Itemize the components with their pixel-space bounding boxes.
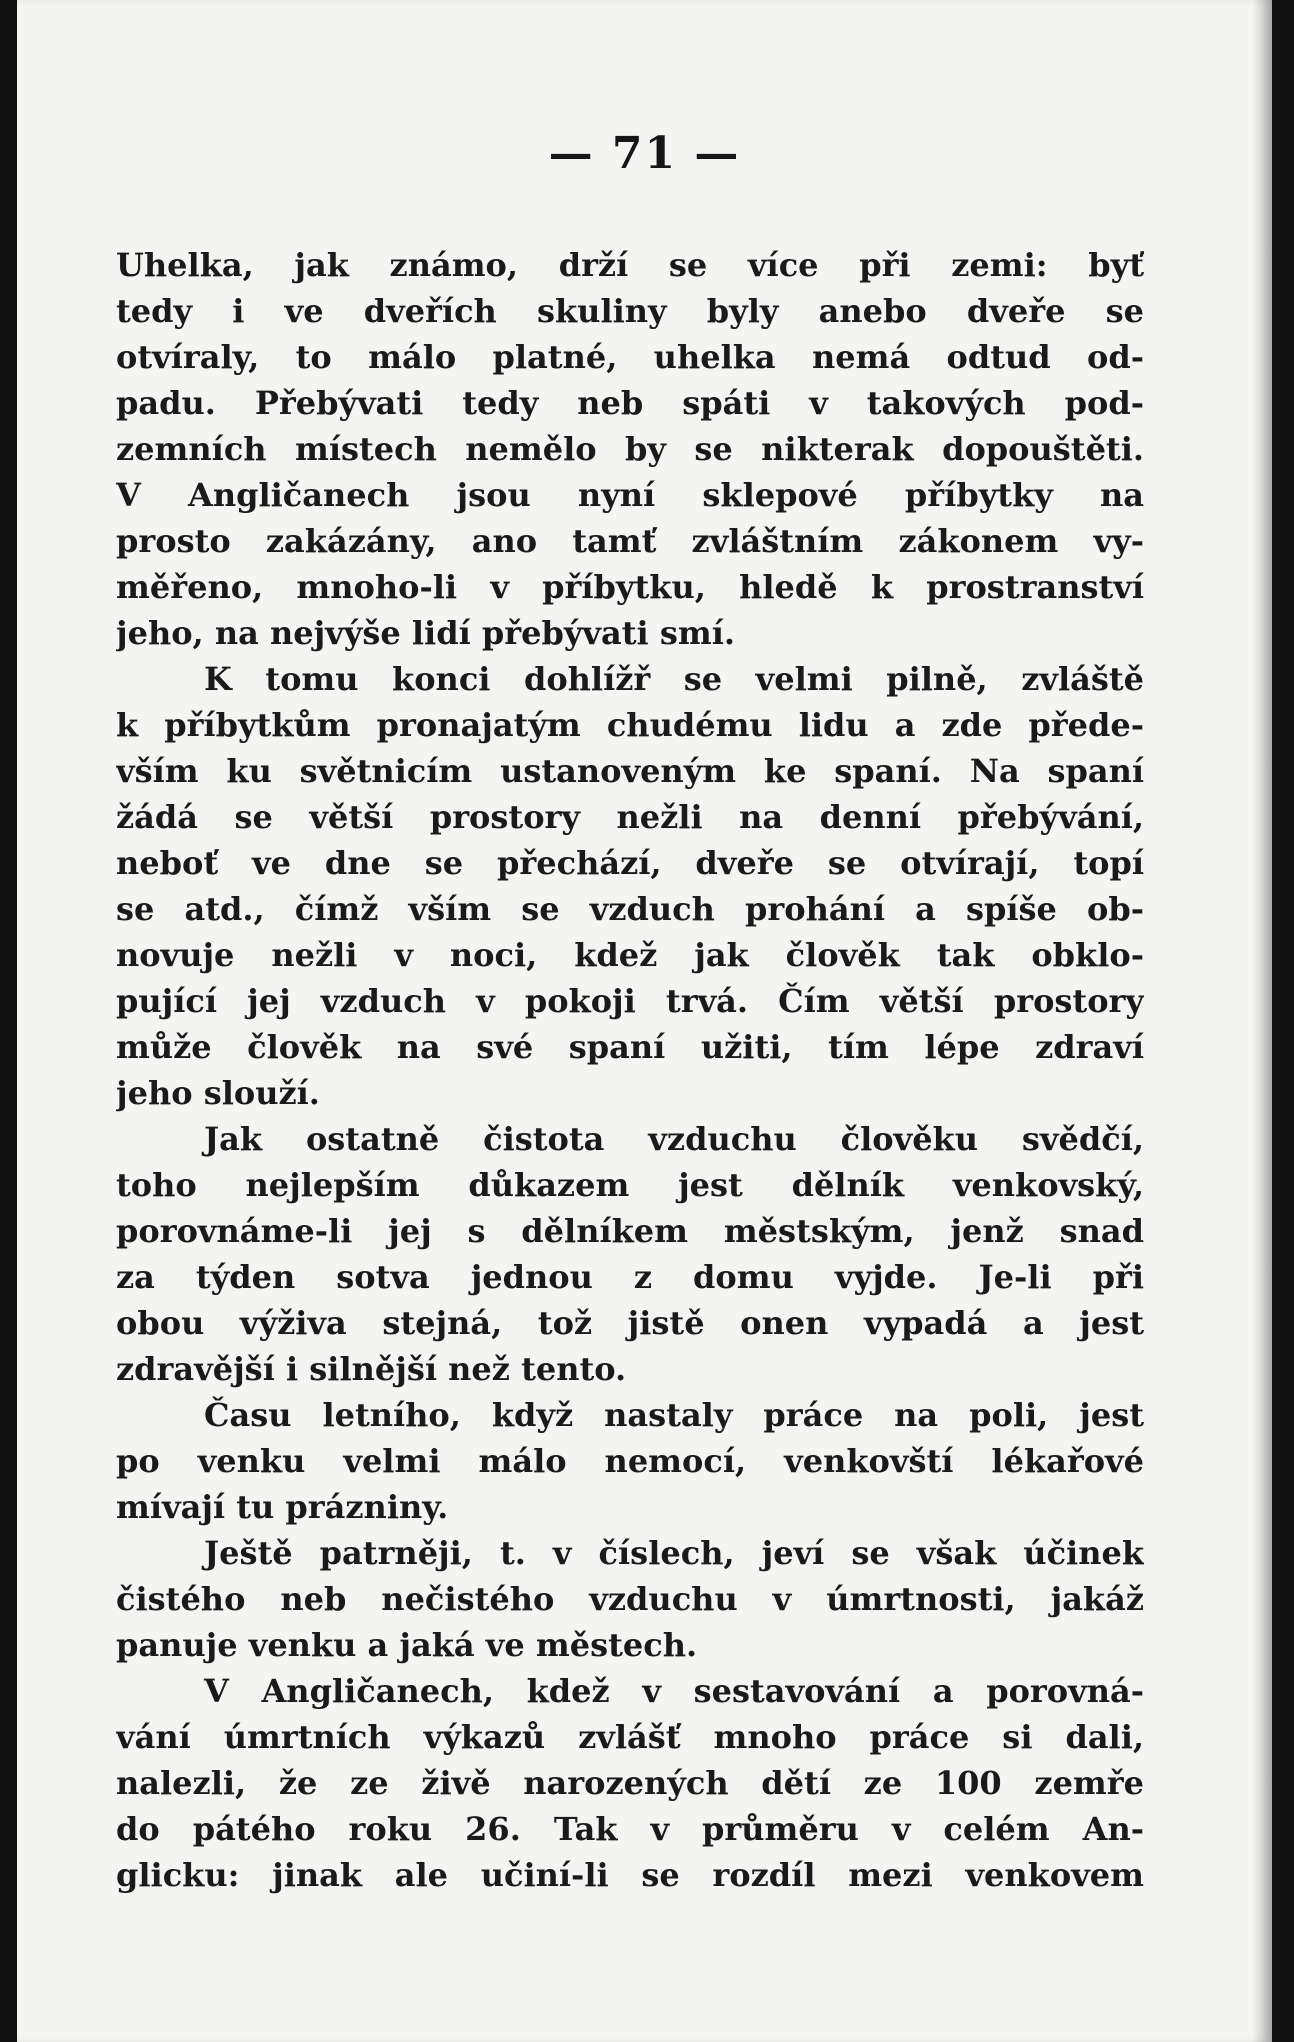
text-line: obou výživa stejná, tož jistě onen vypadá a jest [116,1304,1144,1342]
text-line: za týden sotva jednou z domu vyjde. Je-li při [116,1258,1144,1296]
text-line: otvíraly, to málo platné, uhelka nemá odtud od- [116,338,1144,376]
text-line: Jak ostatně čistota vzduchu člověku svědčí, [204,1120,1144,1158]
text-line: čistého neb nečistého vzduchu v úmrtnosti, jakáž [116,1580,1144,1618]
text-line: neboť ve dne se přechází, dveře se otvírají, topí [116,844,1144,882]
text-line: padu. Přebývati tedy neb spáti v takových pod- [116,384,1144,422]
book-page [17,0,1272,2042]
text-line: glicku: jinak ale učiní-li se rozdíl mezi venkovem [116,1856,1144,1894]
text-line: se atd., čímž vším se vzduch prohání a spíše ob- [116,890,1144,928]
text-line: k příbytkům pronajatým chudému lidu a zde přede- [116,706,1144,744]
body-text [116,242,1144,1898]
text-line: prosto zakázány, ano tamť zvláštním zákonem vy- [116,522,1144,560]
text-line: pující jej vzduch v pokoji trvá. Čím větší prostory [116,982,1144,1020]
text-line: toho nejlepším důkazem jest dělník venkovský, [116,1166,1144,1204]
text-line: může člověk na své spaní užiti, tím lépe zdraví [116,1028,1144,1066]
text-line: po venku velmi málo nemocí, venkovští lékařové [116,1442,1144,1480]
text-line: Času letního, když nastaly práce na poli, jest [204,1396,1144,1434]
text-line: Ještě patrněji, t. v číslech, jeví se však účinek [204,1534,1144,1572]
text-line: panuje venku a jaká ve městech. [116,1626,698,1664]
page-number: — 71 — [548,128,741,179]
text-line: vání úmrtních výkazů zvlášť mnoho práce si dali, [116,1718,1144,1756]
text-line: K tomu konci dohlížř se velmi pilně, zvláště [204,660,1144,698]
text-line: měřeno, mnoho-li v příbytku, hledě k prostranství [116,568,1144,606]
text-line: mívají tu prázniny. [116,1488,449,1526]
text-line: Uhelka, jak známo, drží se více při zemi: byť [116,246,1144,284]
text-line: novuje nežli v noci, kdež jak člověk tak obklo- [116,936,1144,974]
text-line: zdravější i silnější než tento. [116,1350,627,1388]
text-line: tedy i ve dveřích skuliny byly anebo dveře se [116,292,1144,330]
text-line: jeho, na nejvýše lidí přebývati smí. [116,614,735,652]
text-line: V Angličanech jsou nyní sklepové příbytky na [116,476,1144,514]
text-line: V Angličanech, kdež v sestavování a porovná- [204,1672,1144,1710]
text-line: vším ku světnicím ustanoveným ke spaní. Na spaní [116,752,1144,790]
text-line: nalezli, že ze živě narozených dětí ze 100 zemře [116,1764,1144,1802]
text-line: žádá se větší prostory nežli na denní přebývání, [116,798,1144,836]
text-line: do pátého roku 26. Tak v průměru v celém An- [116,1810,1144,1848]
text-line: zemních místech nemělo by se nikterak dopouštěti. [116,430,1144,468]
text-line: porovnáme-li jej s dělníkem městským, jenž snad [116,1212,1144,1250]
text-line: jeho slouží. [116,1074,320,1112]
